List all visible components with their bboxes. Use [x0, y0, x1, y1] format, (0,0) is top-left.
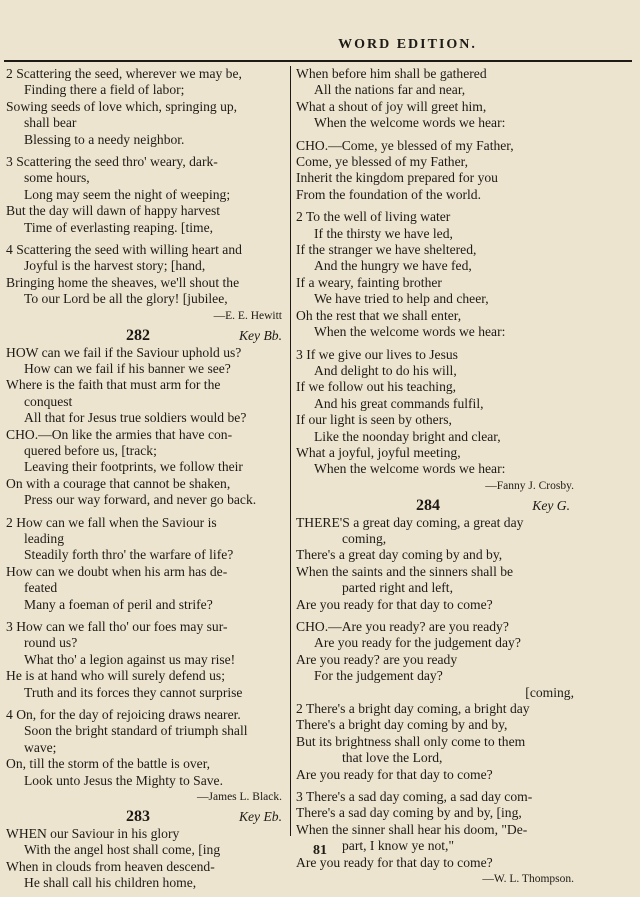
verse-line: wave;: [24, 739, 57, 755]
verse-line: When the sinner shall hear his doom, "De-: [296, 821, 528, 837]
hymn-key: Key Eb.: [238, 809, 282, 825]
verse-line: How can we fail if his banner we see?: [24, 360, 231, 376]
verse-line: 2 Scattering the seed, wherever we may be,: [6, 66, 242, 81]
verse-line: When before him shall be gathered: [296, 66, 487, 81]
hymn-284-heading: [296, 498, 574, 514]
verse-line: parted right and left,: [342, 580, 453, 596]
verse-line: If a weary, fainting brother: [296, 274, 442, 290]
verse-line: To our Lord be all the glory! [jubilee,: [24, 291, 228, 307]
chorus-line: CHO.—Are you ready? are you ready?: [296, 619, 509, 634]
verse-line: If our light is seen by others,: [296, 412, 452, 428]
verse-line: 4 On, for the day of rejoicing draws nearer.: [6, 707, 241, 723]
verse-line: Many a foeman of peril and strife?: [24, 596, 213, 612]
verse-line: If the stranger we have sheltered,: [296, 242, 477, 258]
hymn-author: —James L. Black.: [197, 791, 282, 804]
chorus-line: Inherit the kingdom prepared for you: [296, 170, 498, 186]
verse-line: What a joyful, joyful meeting,: [296, 444, 461, 460]
verse-line: If we follow out his teaching,: [296, 379, 457, 395]
hymn-author: —E. E. Hewitt: [213, 309, 282, 322]
chorus-line: CHO.—On like the armies that have con-: [6, 426, 233, 442]
verse-line: 3 How can we fall tho' our foes may sur-: [6, 619, 228, 634]
verse-line: feated: [24, 580, 58, 596]
verse-line: conquest: [24, 393, 73, 409]
chorus-line: Are you ready? are you ready: [296, 651, 458, 667]
hymn-282-heading: [6, 328, 286, 344]
verse-line: 3 If we give our lives to Jesus: [296, 346, 458, 362]
verse-line: 3 There's a sad day coming, a sad day com-: [296, 789, 533, 805]
verse-line: HOW can we fail if the Saviour uphold us?: [6, 344, 242, 360]
verse-line: And the hungry we have fed,: [314, 258, 472, 274]
chorus-line: Are you ready for the judgement day?: [314, 635, 521, 651]
hymn-number: 283: [126, 808, 150, 826]
verse-line: Time of everlasting reaping. [time,: [24, 219, 214, 235]
chorus-line: CHO.—Come, ye blessed of my Father,: [296, 137, 514, 153]
header-rule: [4, 60, 632, 62]
verse-line: What tho' a legion against us may rise!: [24, 651, 236, 667]
verse-line: 3 Scattering the seed thro' weary, dark-: [6, 154, 218, 170]
verse-line: 2 How can we fall when the Saviour is: [6, 514, 217, 530]
page-number: 81: [313, 843, 327, 858]
left-column: [6, 66, 286, 892]
verse-line: And his great commands fulfil,: [314, 395, 484, 411]
chorus-line: quered before us, [track;: [24, 442, 157, 458]
verse-line: When the welcome words we hear:: [314, 461, 506, 477]
chorus-line: Come, ye blessed of my Father,: [296, 154, 468, 170]
verse-line: Long may seem the night of weeping;: [24, 186, 231, 202]
verse-line: There's a sad day coming by and by, [ing,: [296, 805, 522, 821]
verse-line: WHEN our Saviour in his glory: [6, 825, 180, 841]
verse-line: part, I know ye not,": [342, 838, 455, 854]
hymn-key: Key Bb.: [238, 328, 282, 344]
verse-line: We have tried to help and cheer,: [314, 291, 489, 307]
chorus-line: For the judgement day?: [314, 668, 443, 684]
verse-line: that love the Lord,: [342, 750, 443, 766]
hymn-key: Key G.: [532, 498, 570, 514]
verse-line: Are you ready for that day to come?: [296, 596, 493, 612]
verse-line: If the thirsty we have led,: [314, 225, 453, 241]
verse-line: And delight to do his will,: [314, 362, 457, 378]
verse-line: 2 There's a bright day coming, a bright day: [296, 701, 530, 717]
verse-line: Like the noonday bright and clear,: [314, 428, 501, 444]
verse-line: Joyful is the harvest story; [hand,: [24, 258, 206, 274]
verse-line: When the saints and the sinners shall be: [296, 563, 514, 579]
verse-line: leading: [24, 530, 65, 546]
verse-line: Steadily forth thro' the warfare of life?: [24, 547, 234, 563]
verse-line: There's a bright day coming by and by,: [296, 717, 508, 733]
verse-line: But its brightness shall only come to them: [296, 733, 526, 749]
chorus-line: From the foundation of the world.: [296, 186, 481, 202]
verse-line: He is at hand who will surely defend us;: [6, 668, 225, 684]
verse-line: round us?: [24, 635, 78, 651]
verse-line: 2 To the well of living water: [296, 209, 451, 225]
hymn-number: 284: [416, 497, 440, 515]
hymn-author: —W. L. Thompson.: [482, 873, 574, 886]
hymn-number: 282: [126, 327, 150, 345]
verse-line: [coming,: [525, 684, 574, 700]
verse-line: Oh the rest that we shall enter,: [296, 307, 462, 323]
verse-line: When the welcome words we hear:: [314, 115, 506, 131]
verse-line: Finding there a field of labor;: [24, 82, 185, 98]
verse-line: With the angel host shall come, [ing: [24, 842, 221, 858]
hymn-author: —Fanny J. Crosby.: [485, 479, 574, 492]
verse-line: When the welcome words we hear:: [314, 324, 506, 340]
verse-line: Look unto Jesus the Mighty to Save.: [24, 772, 223, 788]
verse-line: THERE'S a great day coming, a great day: [296, 514, 524, 530]
verse-line: coming,: [342, 530, 387, 546]
right-column: [296, 66, 574, 888]
verse-line: All the nations far and near,: [314, 82, 466, 98]
verse-line: Bringing home the sheaves, we'll shout the: [6, 274, 240, 290]
verse-line: Where is the faith that must arm for the: [6, 377, 221, 393]
column-divider: [290, 66, 291, 836]
verse-line: Sowing seeds of love which, springing up,: [6, 98, 238, 114]
verse-line: Truth and its forces they cannot surprise: [24, 684, 243, 700]
running-header: WORD EDITION.: [338, 37, 477, 52]
verse-line: Soon the bright standard of triumph shall: [24, 723, 248, 739]
verse-line: What a shout of joy will greet him,: [296, 98, 487, 114]
verse-line: Blessing to a needy neighbor.: [24, 131, 185, 147]
verse-line: How can we doubt when his arm has de-: [6, 563, 228, 579]
verse-line: some hours,: [24, 170, 90, 186]
verse-line: Are you ready for that day to come?: [296, 766, 493, 782]
verse-line: He shall call his children home,: [24, 875, 197, 891]
verse-line: Are you ready for that day to come?: [296, 854, 493, 870]
chorus-line: Leaving their footprints, we follow their: [24, 459, 243, 475]
verse-line: shall bear: [24, 115, 77, 131]
verse-line: All that for Jesus true soldiers would be?: [24, 410, 247, 426]
verse-line: But the day will dawn of happy harvest: [6, 203, 221, 219]
chorus-line: Press our way forward, and never go back.: [24, 492, 257, 508]
verse-line: On, till the storm of the battle is over,: [6, 756, 211, 772]
hymn-283-heading: [6, 809, 286, 825]
verse-line: When in clouds from heaven descend-: [6, 858, 215, 874]
verse-line: There's a great day coming by and by,: [296, 547, 503, 563]
chorus-line: On with a courage that cannot be shaken,: [6, 475, 231, 491]
verse-line: 4 Scattering the seed with willing heart and: [6, 242, 242, 258]
